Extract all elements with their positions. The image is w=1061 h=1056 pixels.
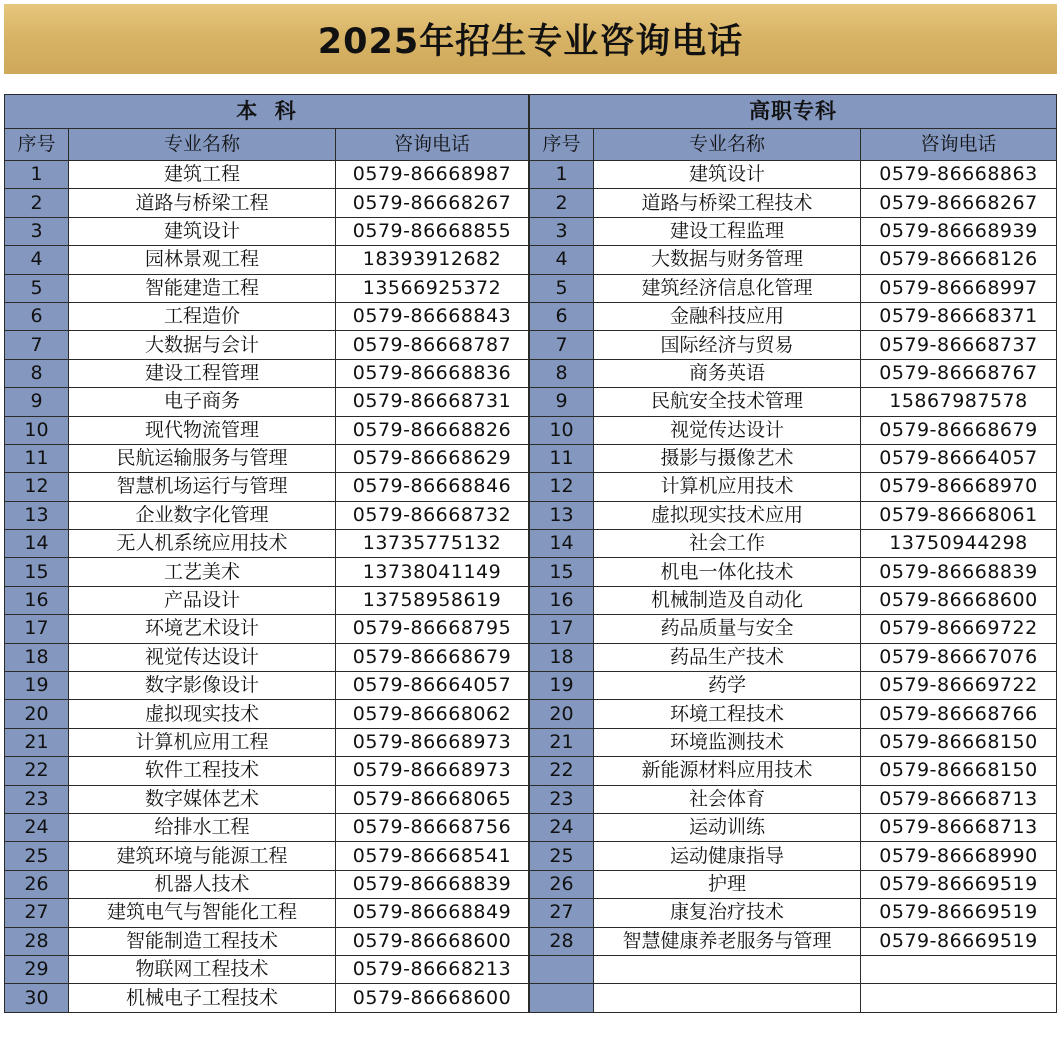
major-name: 建筑工程 — [69, 161, 336, 189]
major-name: 建筑设计 — [594, 161, 861, 189]
phone-number: 13566925372 — [336, 274, 529, 302]
major-name: 电子商务 — [69, 388, 336, 416]
phone-number: 0579-86668987 — [336, 161, 529, 189]
phone-number: 0579-86668836 — [336, 359, 529, 387]
row-index: 12 — [530, 473, 594, 501]
row-index: 10 — [5, 416, 69, 444]
row-index: 18 — [530, 643, 594, 671]
phone-number: 0579-86668732 — [336, 501, 529, 529]
table-row — [530, 331, 1057, 359]
row-index: 9 — [530, 388, 594, 416]
phone-number: 0579-86668767 — [861, 359, 1057, 387]
major-name: 药学 — [594, 672, 861, 700]
column-header-index: 序号 — [5, 129, 69, 161]
table-row — [530, 728, 1057, 756]
phone-number: 0579-86669722 — [861, 615, 1057, 643]
phone-number: 0579-86668737 — [861, 331, 1057, 359]
phone-number: 13738041149 — [336, 558, 529, 586]
table-row — [530, 700, 1057, 728]
phone-number: 0579-86668839 — [861, 558, 1057, 586]
row-index: 6 — [530, 302, 594, 330]
major-name: 智慧健康养老服务与管理 — [594, 927, 861, 955]
major-name: 建筑电气与智能化工程 — [69, 899, 336, 927]
major-name: 运动健康指导 — [594, 842, 861, 870]
major-name: 运动训练 — [594, 813, 861, 841]
row-index: 19 — [5, 672, 69, 700]
major-name: 建设工程管理 — [69, 359, 336, 387]
row-index: 4 — [5, 246, 69, 274]
table-row — [530, 927, 1057, 955]
major-name: 产品设计 — [69, 586, 336, 614]
major-name: 数字影像设计 — [69, 672, 336, 700]
major-name: 国际经济与贸易 — [594, 331, 861, 359]
phone-number: 0579-86668973 — [336, 757, 529, 785]
major-name: 计算机应用技术 — [594, 473, 861, 501]
phone-number: 0579-86668973 — [336, 728, 529, 756]
major-name: 环境工程技术 — [594, 700, 861, 728]
row-index — [530, 984, 594, 1012]
phone-number: 0579-86664057 — [336, 672, 529, 700]
table-row — [5, 870, 529, 898]
phone-number: 0579-86668855 — [336, 217, 529, 245]
table-row — [530, 501, 1057, 529]
page-title: 2025年招生专业咨询电话 — [317, 22, 744, 62]
phone-number: 0579-86668939 — [861, 217, 1057, 245]
table-row — [530, 217, 1057, 245]
phone-number: 0579-86669519 — [861, 870, 1057, 898]
table-row — [530, 785, 1057, 813]
row-index: 22 — [5, 757, 69, 785]
major-name: 商务英语 — [594, 359, 861, 387]
row-index: 19 — [530, 672, 594, 700]
row-index: 25 — [530, 842, 594, 870]
table-row — [5, 388, 529, 416]
table-row — [530, 757, 1057, 785]
phone-number: 0579-86668839 — [336, 870, 529, 898]
phone-number: 0579-86668541 — [336, 842, 529, 870]
phone-number: 15867987578 — [861, 388, 1057, 416]
row-index: 18 — [5, 643, 69, 671]
row-index: 17 — [530, 615, 594, 643]
phone-number: 0579-86668846 — [336, 473, 529, 501]
undergraduate-rows — [5, 161, 529, 1013]
major-name: 数字媒体艺术 — [69, 785, 336, 813]
table-row — [5, 501, 529, 529]
row-index: 22 — [530, 757, 594, 785]
table-row — [5, 927, 529, 955]
phone-number: 0579-86664057 — [861, 444, 1057, 472]
phone-number: 0579-86668990 — [861, 842, 1057, 870]
major-name: 机电一体化技术 — [594, 558, 861, 586]
table-row — [530, 359, 1057, 387]
table-row — [5, 813, 529, 841]
row-index: 5 — [530, 274, 594, 302]
row-index: 21 — [530, 728, 594, 756]
phone-number: 0579-86668062 — [336, 700, 529, 728]
major-name: 机械制造及自动化 — [594, 586, 861, 614]
major-name: 建设工程监理 — [594, 217, 861, 245]
table-row — [530, 161, 1057, 189]
phone-number: 0579-86668065 — [336, 785, 529, 813]
major-name: 护理 — [594, 870, 861, 898]
table-row — [530, 615, 1057, 643]
major-name: 建筑设计 — [69, 217, 336, 245]
phone-number: 0579-86668371 — [861, 302, 1057, 330]
major-name: 给排水工程 — [69, 813, 336, 841]
row-index: 26 — [5, 870, 69, 898]
phone-number: 0579-86668826 — [336, 416, 529, 444]
phone-number: 0579-86668679 — [336, 643, 529, 671]
table-row — [530, 586, 1057, 614]
table-row — [5, 444, 529, 472]
major-name: 康复治疗技术 — [594, 899, 861, 927]
row-index: 13 — [5, 501, 69, 529]
row-index: 5 — [5, 274, 69, 302]
row-index: 29 — [5, 955, 69, 983]
major-name: 民航运输服务与管理 — [69, 444, 336, 472]
major-name: 大数据与财务管理 — [594, 246, 861, 274]
table-row — [530, 473, 1057, 501]
undergraduate-table — [4, 94, 529, 1013]
major-name: 计算机应用工程 — [69, 728, 336, 756]
phone-number: 13735775132 — [336, 530, 529, 558]
table-row — [5, 473, 529, 501]
table-row — [5, 984, 529, 1012]
row-index: 4 — [530, 246, 594, 274]
phone-number: 0579-86668970 — [861, 473, 1057, 501]
phone-number: 0579-86669519 — [861, 927, 1057, 955]
major-name: 机械电子工程技术 — [69, 984, 336, 1012]
table-row — [5, 189, 529, 217]
phone-number: 0579-86668997 — [861, 274, 1057, 302]
row-index: 2 — [530, 189, 594, 217]
phone-number: 0579-86668766 — [861, 700, 1057, 728]
table-row — [5, 161, 529, 189]
phone-number: 0579-86668600 — [336, 927, 529, 955]
major-name — [594, 984, 861, 1012]
major-name: 金融科技应用 — [594, 302, 861, 330]
phone-number: 0579-86668126 — [861, 246, 1057, 274]
row-index: 13 — [530, 501, 594, 529]
phone-number: 0579-86668863 — [861, 161, 1057, 189]
table-row — [5, 359, 529, 387]
row-index: 6 — [5, 302, 69, 330]
phone-number: 13750944298 — [861, 530, 1057, 558]
major-name: 新能源材料应用技术 — [594, 757, 861, 785]
row-index: 28 — [530, 927, 594, 955]
major-name: 虚拟现实技术应用 — [594, 501, 861, 529]
row-index: 11 — [5, 444, 69, 472]
row-index: 7 — [5, 331, 69, 359]
phone-number: 0579-86668213 — [336, 955, 529, 983]
phone-number: 0579-86668756 — [336, 813, 529, 841]
vocational-heading: 高职专科 — [530, 95, 1057, 129]
table-row — [5, 586, 529, 614]
row-index: 12 — [5, 473, 69, 501]
table-row — [530, 444, 1057, 472]
row-index: 15 — [5, 558, 69, 586]
phone-number: 0579-86668600 — [861, 586, 1057, 614]
major-name: 道路与桥梁工程技术 — [594, 189, 861, 217]
row-index: 11 — [530, 444, 594, 472]
column-header-major: 专业名称 — [594, 129, 861, 161]
table-row — [5, 728, 529, 756]
table-row — [5, 757, 529, 785]
major-name: 建筑环境与能源工程 — [69, 842, 336, 870]
row-index: 1 — [530, 161, 594, 189]
row-index: 9 — [5, 388, 69, 416]
row-index: 24 — [530, 813, 594, 841]
phone-number: 0579-86668150 — [861, 728, 1057, 756]
phone-number — [861, 984, 1057, 1012]
major-name: 视觉传达设计 — [594, 416, 861, 444]
vocational-table — [529, 94, 1057, 1013]
major-name: 药品质量与安全 — [594, 615, 861, 643]
phone-number: 0579-86668713 — [861, 785, 1057, 813]
major-name: 建筑经济信息化管理 — [594, 274, 861, 302]
table-row — [530, 530, 1057, 558]
table-row — [5, 246, 529, 274]
major-name: 环境艺术设计 — [69, 615, 336, 643]
phone-number: 0579-86668795 — [336, 615, 529, 643]
table-row — [530, 899, 1057, 927]
table-row — [530, 388, 1057, 416]
row-index: 3 — [530, 217, 594, 245]
major-name: 大数据与会计 — [69, 331, 336, 359]
column-header-major: 专业名称 — [69, 129, 336, 161]
phone-number: 0579-86668267 — [336, 189, 529, 217]
title-banner — [4, 4, 1057, 74]
phone-number: 0579-86668600 — [336, 984, 529, 1012]
row-index: 1 — [5, 161, 69, 189]
row-index: 28 — [5, 927, 69, 955]
major-name: 虚拟现实技术 — [69, 700, 336, 728]
row-index: 25 — [5, 842, 69, 870]
row-index: 17 — [5, 615, 69, 643]
phone-number: 0579-86668629 — [336, 444, 529, 472]
major-name: 工程造价 — [69, 302, 336, 330]
table-row — [530, 558, 1057, 586]
row-index: 15 — [530, 558, 594, 586]
column-header-phone: 咨询电话 — [336, 129, 529, 161]
major-name: 软件工程技术 — [69, 757, 336, 785]
major-name: 智能制造工程技术 — [69, 927, 336, 955]
row-index: 16 — [5, 586, 69, 614]
table-row — [530, 870, 1057, 898]
major-name: 企业数字化管理 — [69, 501, 336, 529]
table-row — [5, 530, 529, 558]
table-row — [530, 984, 1057, 1012]
table-row — [5, 302, 529, 330]
major-name: 道路与桥梁工程 — [69, 189, 336, 217]
table-row — [530, 813, 1057, 841]
row-index: 27 — [5, 899, 69, 927]
major-name: 社会体育 — [594, 785, 861, 813]
table-row — [5, 672, 529, 700]
phone-number: 0579-86668731 — [336, 388, 529, 416]
table-row — [5, 274, 529, 302]
phone-number: 0579-86668679 — [861, 416, 1057, 444]
phone-number: 0579-86669519 — [861, 899, 1057, 927]
column-header-index: 序号 — [530, 129, 594, 161]
table-row — [5, 615, 529, 643]
row-index: 30 — [5, 984, 69, 1012]
major-name: 机器人技术 — [69, 870, 336, 898]
major-name: 工艺美术 — [69, 558, 336, 586]
row-index: 24 — [5, 813, 69, 841]
table-row — [5, 416, 529, 444]
phone-number: 0579-86667076 — [861, 643, 1057, 671]
phone-number: 0579-86668849 — [336, 899, 529, 927]
row-index — [530, 955, 594, 983]
row-index: 10 — [530, 416, 594, 444]
phone-number: 0579-86668150 — [861, 757, 1057, 785]
row-index: 2 — [5, 189, 69, 217]
major-name: 视觉传达设计 — [69, 643, 336, 671]
row-index: 14 — [530, 530, 594, 558]
table-row — [5, 899, 529, 927]
phone-number — [861, 955, 1057, 983]
row-index: 14 — [5, 530, 69, 558]
row-index: 21 — [5, 728, 69, 756]
table-row — [5, 842, 529, 870]
row-index: 23 — [530, 785, 594, 813]
row-index: 20 — [530, 700, 594, 728]
table-row — [530, 955, 1057, 983]
major-name — [594, 955, 861, 983]
table-row — [530, 842, 1057, 870]
major-name: 智能建造工程 — [69, 274, 336, 302]
major-name: 药品生产技术 — [594, 643, 861, 671]
phone-number: 0579-86668843 — [336, 302, 529, 330]
table-row — [5, 643, 529, 671]
row-index: 8 — [5, 359, 69, 387]
table-row — [5, 331, 529, 359]
table-row — [530, 643, 1057, 671]
major-name: 环境监测技术 — [594, 728, 861, 756]
major-name: 物联网工程技术 — [69, 955, 336, 983]
table-row — [530, 246, 1057, 274]
table-row — [5, 955, 529, 983]
table-row — [5, 785, 529, 813]
major-name: 民航安全技术管理 — [594, 388, 861, 416]
table-row — [530, 189, 1057, 217]
undergraduate-heading: 本 科 — [5, 95, 529, 129]
row-index: 8 — [530, 359, 594, 387]
row-index: 27 — [530, 899, 594, 927]
phone-number: 0579-86668267 — [861, 189, 1057, 217]
major-name: 园林景观工程 — [69, 246, 336, 274]
table-row — [5, 217, 529, 245]
vocational-rows — [530, 161, 1057, 1013]
table-row — [5, 700, 529, 728]
phone-number: 0579-86668713 — [861, 813, 1057, 841]
row-index: 20 — [5, 700, 69, 728]
row-index: 26 — [530, 870, 594, 898]
row-index: 23 — [5, 785, 69, 813]
phone-number: 18393912682 — [336, 246, 529, 274]
row-index: 3 — [5, 217, 69, 245]
table-row — [530, 416, 1057, 444]
major-name: 智慧机场运行与管理 — [69, 473, 336, 501]
row-index: 16 — [530, 586, 594, 614]
major-name: 现代物流管理 — [69, 416, 336, 444]
major-name: 无人机系统应用技术 — [69, 530, 336, 558]
phone-number: 13758958619 — [336, 586, 529, 614]
major-name: 社会工作 — [594, 530, 861, 558]
table-row — [5, 558, 529, 586]
major-name: 摄影与摄像艺术 — [594, 444, 861, 472]
table-row — [530, 302, 1057, 330]
phone-number: 0579-86669722 — [861, 672, 1057, 700]
phone-number: 0579-86668787 — [336, 331, 529, 359]
table-row — [530, 672, 1057, 700]
phone-number: 0579-86668061 — [861, 501, 1057, 529]
column-header-phone: 咨询电话 — [861, 129, 1057, 161]
table-row — [530, 274, 1057, 302]
row-index: 7 — [530, 331, 594, 359]
